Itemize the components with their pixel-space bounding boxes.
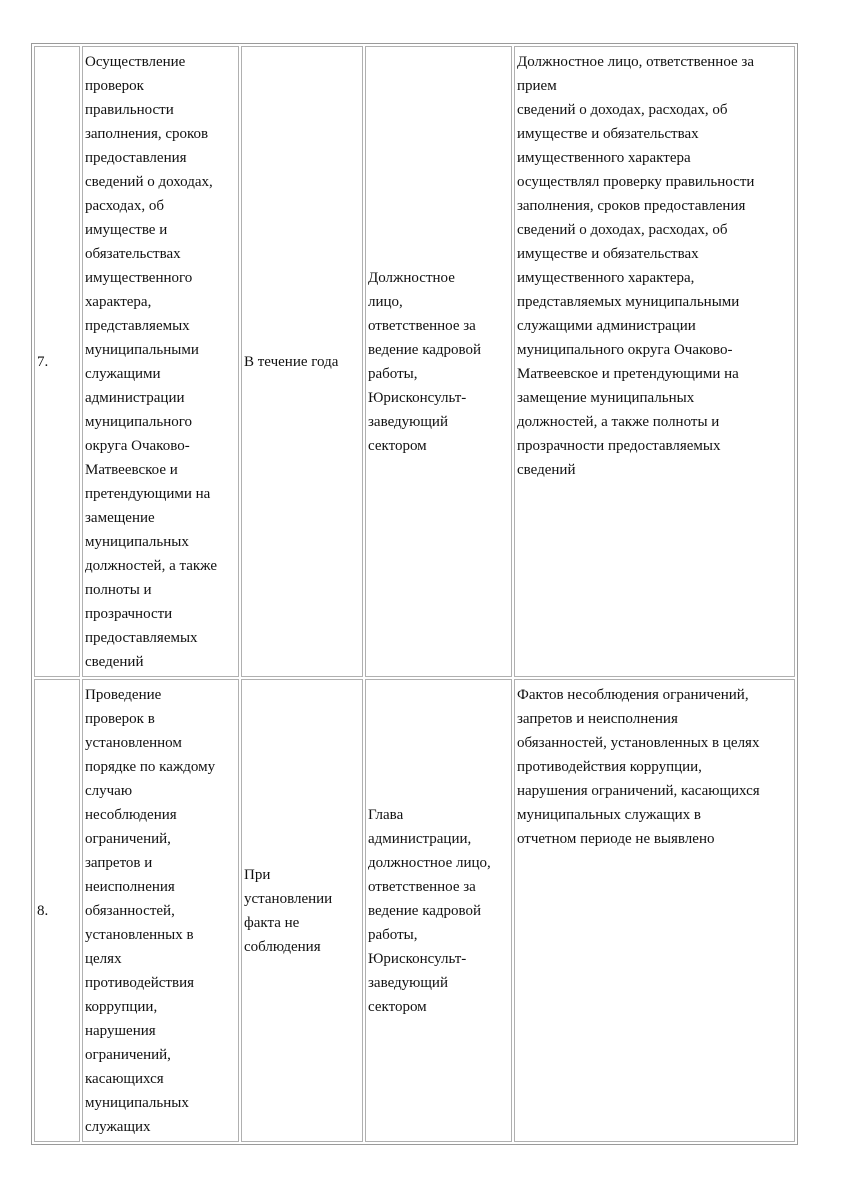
responsible-cell bbox=[365, 679, 512, 1142]
row-number-cell bbox=[34, 46, 80, 677]
deadline-cell bbox=[241, 679, 363, 1142]
responsible-text: Глава администрации, должностное лицо, ответственное за ведение кадровой работы, Юрисконсульт- заведующий сектором bbox=[368, 807, 491, 1015]
table-row bbox=[34, 46, 795, 677]
result-text: Должностное лицо, ответственное за прием сведений о доходах, расходах, об имуществе и обязательствах имущественного характера осуществлял проверку правильности заполнения, сроков предоставления сведений о доходах, расходах, об имуществе и обязательствах имущественного характера, представляемых муниципальными служащими администрации муниципального округа Очаково- Матвеевское и претендующими на замещение муниципальных должностей, а также полноты и прозрачности предоставляемых сведений bbox=[517, 54, 755, 478]
measure-cell bbox=[82, 679, 239, 1142]
measures-table bbox=[31, 43, 798, 1145]
measure-text: Проведение проверок в установленном порядке по каждому случаю несоблюдения ограничений, запретов и неисполнения обязанностей, установленных в целях противодействия коррупции, нарушения ограничений, касающихся муниципальных служащих bbox=[85, 687, 216, 1135]
deadline-cell bbox=[241, 46, 363, 677]
row-number: 8. bbox=[37, 903, 49, 919]
result-cell bbox=[514, 46, 795, 677]
table-row bbox=[34, 679, 795, 1142]
responsible-cell bbox=[365, 46, 512, 677]
measure-text: Осуществление проверок правильности заполнения, сроков предоставления сведений о доходах, расходах, об имуществе и обязательствах имущественного характера, представляемых муниципальными служащими администрации муниципального округа Очаково- Матвеевское и претендующими на замещение муниципальных должностей, а также полноты и прозрачности предоставляемых сведений bbox=[85, 54, 217, 670]
result-text: Фактов несоблюдения ограничений, запретов и неисполнения обязанностей, установленных в целях противодействия коррупции, нарушения ограничений, касающихся муниципальных служащих в отчетном периоде не выявлено bbox=[517, 687, 760, 847]
measure-cell bbox=[82, 46, 239, 677]
row-number: 7. bbox=[37, 354, 49, 370]
responsible-text: Должностное лицо, ответственное за ведение кадровой работы, Юрисконсульт- заведующий сектором bbox=[368, 270, 482, 454]
deadline-text: При установлении факта не соблюдения bbox=[244, 867, 333, 955]
deadline-text: В течение года bbox=[244, 354, 339, 370]
result-cell bbox=[514, 679, 795, 1142]
row-number-cell bbox=[34, 679, 80, 1142]
